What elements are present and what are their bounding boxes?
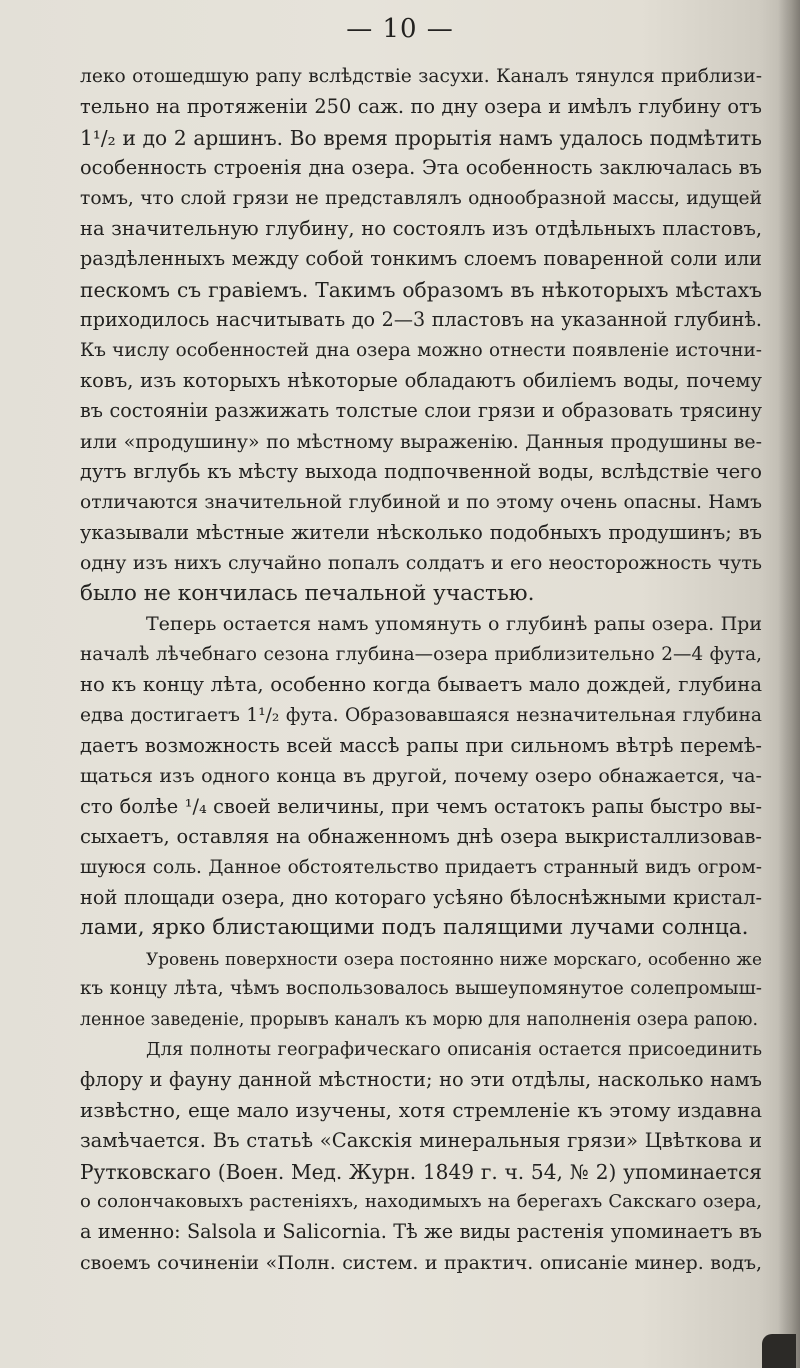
text-line: приходилось насчитывать до 2—3 пластовъ на указанной глубинѣ. [80, 308, 762, 332]
text-line: къ концу лѣта, чѣмъ воспользовалось вышеупомянутое солепромыш- [80, 978, 762, 1000]
text-line: ной площади озера, дно котораго усѣяно бѣлоснѣжными кристал- [80, 885, 762, 909]
text-line: 1¹/₂ и до 2 аршинъ. Во время прорытія намъ удалось подмѣтить [80, 125, 762, 150]
text-line: ленное заведеніе, прорывъ каналъ къ морю для наполненія озера рапою. [80, 1009, 759, 1030]
text-line: пескомъ съ гравіемъ. Такимъ образомъ въ нѣкоторыхъ мѣстахъ [80, 277, 762, 302]
text-line: Для полноты географическаго описанія остается присоединить [146, 1039, 762, 1060]
text-line: отличаются значительной глубиной и по этому очень опасны. Намъ [80, 491, 762, 513]
text-line: Къ числу особенностей дна озера можно отнести появленіе источни- [80, 339, 762, 361]
text-line: но къ концу лѣта, особенно когда бываетъ мало дождей, глубина [80, 673, 762, 697]
text-line: сто болѣе ¹/₄ своей величины, при чемъ остатокъ рапы быстро вы- [80, 794, 762, 818]
text-line: флору и фауну данной мѣстности; но эти отдѣлы, насколько намъ [80, 1068, 762, 1092]
text-line: или «продушину» по мѣстному выраженію. Данныя продушины ве- [80, 430, 762, 453]
text-line: сыхаетъ, оставляя на обнаженномъ днѣ озера выкристаллизовав- [80, 825, 762, 849]
text-line: о солончаковыхъ растеніяхъ, находимыхъ на берегахъ Сакскаго озера, [80, 1191, 762, 1213]
text-line: одну изъ нихъ случайно попалъ солдатъ и его неосторожность чуть [80, 552, 762, 574]
page-edge-shadow [778, 0, 800, 1368]
corner-mark [762, 1334, 796, 1368]
text-line: тельно на протяженіи 250 саж. по дну озера и имѣлъ глубину отъ [80, 95, 762, 119]
text-line: своемъ сочиненіи «Полн. систем. и практич. описаніе минер. водъ, [80, 1251, 762, 1274]
text-line: раздѣленныхъ между собой тонкимъ слоемъ поваренной соли или [80, 247, 762, 271]
text-line: щаться изъ одного конца въ другой, почему озеро обнажается, ча- [80, 764, 762, 788]
text-line: Теперь остается намъ упомянуть о глубинѣ рапы озера. При [146, 613, 762, 636]
text-line: лами, ярко блистающими подъ палящими лучами солнца. [80, 915, 749, 941]
text-line: въ состояніи разжижать толстые слои грязи и образовать трясину [80, 399, 762, 423]
text-line: началѣ лѣчебнаго сезона глубина—озера приблизительно 2—4 фута, [80, 643, 762, 665]
text-line: а именно: Salsola и Salicornia. Тѣ же виды растенія упоминаетъ въ [80, 1220, 762, 1244]
text-line: извѣстно, еще мало изучены, хотя стремленіе къ этому издавна [80, 1098, 762, 1122]
text-line: особенность строенія дна озера. Эта особенность заключалась въ [80, 156, 762, 180]
text-line: ковъ, изъ которыхъ нѣкоторые обладаютъ обиліемъ воды, почему [80, 369, 762, 393]
text-line: Рутковскаго (Воен. Мед. Журн. 1849 г. ч. 54, № 2) упоминается [80, 1159, 762, 1184]
text-line: даетъ возможность всей массѣ рапы при сильномъ вѣтрѣ перемѣ- [80, 733, 762, 757]
text-line: указывали мѣстные жители нѣсколько подобныхъ продушинъ; въ [80, 521, 762, 545]
text-line: шуюся соль. Данное обстоятельство придаетъ странный видъ огром- [80, 856, 762, 878]
text-line: дутъ вглубь къ мѣсту выхода подпочвенной воды, вслѣдствіе чего [80, 460, 762, 484]
body-text [80, 62, 762, 1278]
text-line: томъ, что слой грязи не представлялъ однообразной массы, идущей [80, 187, 762, 209]
text-line: едва достигаетъ 1¹/₂ фута. Образовавшаяся незначительная глубина [80, 704, 762, 726]
text-line: было не кончилась печальной участью. [80, 580, 535, 606]
text-line: Уровень поверхности озера постоянно ниже морскаго, особенно же [146, 948, 762, 969]
text-line: замѣчается. Въ статьѣ «Сакскія минеральныя грязи» Цвѣткова и [80, 1129, 762, 1153]
text-line: леко отошедшую рапу вслѣдствіе засухи. Каналъ тянулся приблизи- [80, 66, 762, 87]
text-line: на значительную глубину, но состоялъ изъ отдѣльныхъ пластовъ, [80, 217, 762, 241]
page-number: — 10 — [346, 14, 454, 44]
